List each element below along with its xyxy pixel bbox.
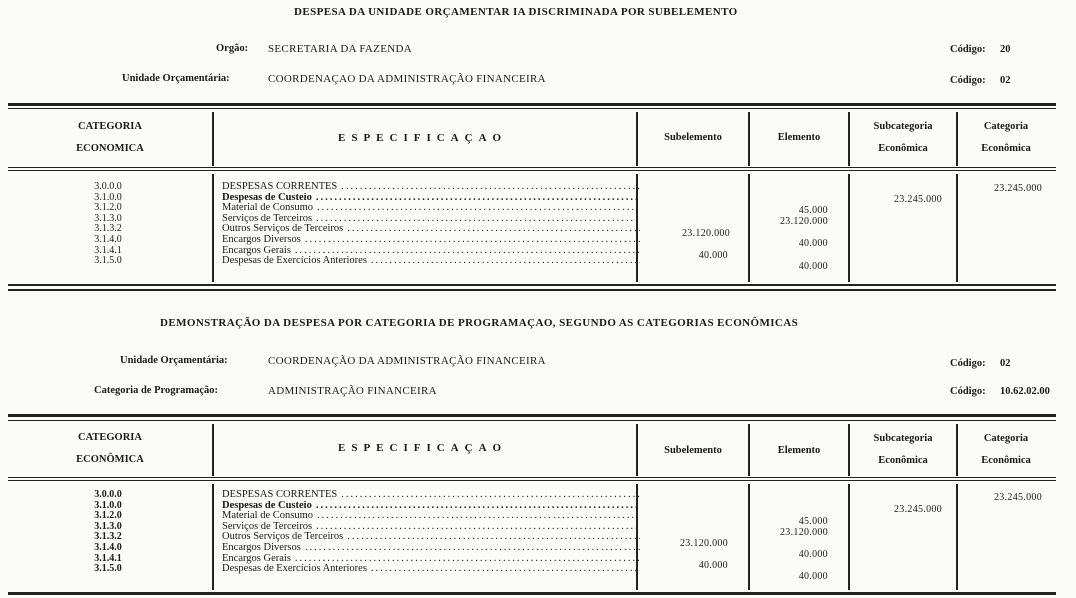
- leader-dots: [347, 532, 640, 543]
- t2-categoria-value: 23.245.000: [994, 492, 1042, 503]
- leader-dots: [316, 214, 640, 225]
- t1-col-categoria-line2: ECONOMICA: [76, 143, 144, 154]
- leader-dots: [316, 501, 640, 512]
- t1-row: [222, 235, 640, 246]
- t1-code: 3.1.4.0: [94, 233, 122, 245]
- t2-hdr-div3: [748, 424, 750, 476]
- t2-row: [222, 490, 640, 501]
- t1-code: 3.1.0.0: [94, 191, 122, 203]
- t2-row-label: DESPESAS CORRENTES: [222, 490, 338, 500]
- t2-subelemento-value: 23.120.000: [680, 538, 728, 549]
- t1-subcategoria-value: 23.245.000: [894, 194, 942, 205]
- t1-code: 3.1.5.0: [94, 255, 122, 267]
- leader-dots: [295, 246, 640, 257]
- t1-row: [222, 203, 640, 214]
- t2-row: [222, 501, 640, 512]
- t2-rows: [222, 490, 640, 575]
- t1-hdr-div2: [636, 112, 638, 166]
- table2-top-rule-thin: [8, 420, 1056, 421]
- t2-col-especificacao: ESPECIFICAÇAO: [338, 442, 508, 454]
- categoria-prog-code: 10.62.02.00: [1000, 386, 1050, 397]
- categoria-prog-code-label: Código:: [950, 386, 986, 397]
- t1-code: 3.1.4.1: [94, 244, 122, 256]
- unidade2-value: COORDENAÇÃO DA ADMINISTRAÇÃO FINANCEIRA: [268, 355, 546, 367]
- t2-row: [222, 564, 640, 575]
- unidade2-code: 02: [1000, 358, 1011, 369]
- t1-hdr-div3: [748, 112, 750, 166]
- table1-header-rule: [8, 167, 1056, 168]
- leader-dots: [341, 490, 640, 501]
- leader-dots: [371, 256, 640, 267]
- t2-body-div1: [212, 484, 214, 590]
- t2-hdr-div1: [212, 424, 214, 476]
- orgao-code-label: Código:: [950, 44, 986, 55]
- t1-elemento-value: 40.000: [798, 238, 828, 249]
- t1-col-subelemento: Subelemento: [664, 132, 722, 143]
- section1-title: DESPESA DA UNIDADE ORÇAMENTAR IA DISCRIMINADA POR SUBELEMENTO: [294, 6, 738, 18]
- table2-header-rule: [8, 477, 1056, 478]
- table1-top-rule: [8, 103, 1056, 106]
- table1-header-rule-2: [8, 170, 1056, 171]
- t1-row-label: Despesas de Custeio: [222, 192, 312, 203]
- t2-code: 3.1.2.0: [94, 510, 122, 522]
- t1-code: 3.1.3.2: [94, 223, 122, 235]
- t1-elemento-value: 40.000: [798, 261, 828, 272]
- t1-rows: [222, 182, 640, 267]
- leader-dots: [371, 564, 640, 575]
- t1-row-label: Encargos Gerais: [222, 245, 291, 256]
- t1-col-subcategoria-line2: Econômica: [878, 143, 928, 154]
- t1-hdr-div5: [956, 112, 958, 166]
- t2-row-label: Outros Serviços de Terceiros: [222, 532, 344, 543]
- t2-row-label: Serviços de Terceiros: [222, 521, 313, 532]
- leader-dots: [317, 203, 640, 214]
- t1-col-especificacao: ESPECIFICAÇAO: [338, 132, 508, 144]
- categoria-prog-label: Categoria de Programação:: [94, 385, 219, 396]
- t1-col-subcategoria-line1: Subcategoria: [873, 121, 933, 132]
- t1-row: [222, 246, 640, 257]
- t1-row-label: DESPESAS CORRENTES: [222, 182, 338, 192]
- t1-categoria-value: 23.245.000: [994, 183, 1042, 194]
- t2-row: [222, 554, 640, 565]
- t2-row-label: Encargos Gerais: [222, 553, 291, 564]
- t2-col-categoria-econ-line1: Categoria: [983, 433, 1029, 444]
- t1-row-label: Encargos Diversos: [222, 234, 301, 245]
- t2-row-label: Material de Consumo: [222, 511, 313, 522]
- t2-row-label: Despesas de Exercícios Anteriores: [222, 564, 367, 575]
- t2-elemento-value: 40.000: [798, 571, 828, 582]
- t2-codes: [48, 490, 168, 575]
- t2-hdr-div2: [636, 424, 638, 476]
- leader-dots: [305, 543, 640, 554]
- t2-col-categoria-econ-line2: Econômica: [981, 455, 1031, 466]
- unidade-code-label: Código:: [950, 75, 986, 86]
- orgao-value: SECRETARIA DA FAZENDA: [268, 43, 412, 55]
- leader-dots: [305, 235, 640, 246]
- t2-code: 3.1.5.0: [94, 563, 122, 575]
- t2-elemento-value: 23.120.000: [780, 527, 828, 538]
- t2-row-label: Despesas de Custeio: [222, 500, 312, 511]
- unidade-code: 02: [1000, 75, 1011, 86]
- unidade-value: COORDENAÇAO DA ADMINISTRAÇÃO FINANCEIRA: [268, 73, 546, 85]
- t2-col-categoria: [40, 427, 180, 471]
- t2-code: 3.1.0.0: [94, 499, 122, 511]
- categoria-prog-value: ADMINISTRAÇÃO FINANCEIRA: [268, 385, 437, 397]
- t2-col-subcategoria: [852, 428, 954, 472]
- leader-dots: [295, 554, 640, 565]
- t1-col-categoria-line1: CATEGORIA: [78, 121, 142, 132]
- t1-col-categoria-econ-line1: Categoria: [983, 121, 1029, 132]
- t1-code: 3.1.2.0: [94, 202, 122, 214]
- t1-row: [222, 193, 640, 204]
- orgao-label: Orgão:: [216, 43, 249, 54]
- t1-col-subcategoria: [852, 116, 954, 160]
- unidade2-code-label: Código:: [950, 358, 986, 369]
- t2-col-categoria-econ: [960, 428, 1052, 472]
- t1-col-elemento: Elemento: [777, 132, 821, 143]
- section2-title: DEMONSTRAÇÃO DA DESPESA POR CATEGORIA DE PROGRAMAÇAO, SEGUNDO AS CATEGORIAS ECONÔMICAS: [160, 317, 799, 329]
- t1-col-categoria: [40, 116, 180, 160]
- table1-bottom-rule-2: [8, 289, 1056, 291]
- table2-header-rule-2: [8, 480, 1056, 481]
- t2-body-div4: [848, 484, 850, 590]
- t2-hdr-div4: [848, 424, 850, 476]
- t1-subelemento-value: 23.120.000: [682, 228, 730, 239]
- t2-row-label: Encargos Diversos: [222, 542, 301, 553]
- t2-row: [222, 522, 640, 533]
- t1-col-categoria-econ-line2: Econômica: [981, 143, 1031, 154]
- t1-row: [222, 182, 640, 193]
- orgao-code: 20: [1000, 44, 1011, 55]
- table1-top-rule-thin: [8, 108, 1056, 109]
- t1-code: 3.0.0.0: [94, 181, 122, 192]
- t2-col-categoria-line2: ECONÔMICA: [76, 454, 144, 465]
- t2-code: 3.0.0.0: [94, 489, 122, 500]
- t2-col-categoria-line1: CATEGORIA: [78, 432, 142, 443]
- leader-dots: [341, 182, 640, 193]
- t2-code: 3.1.3.2: [94, 531, 122, 543]
- t1-row: [222, 214, 640, 225]
- t2-col-subcategoria-line2: Econômica: [878, 455, 928, 466]
- t2-subcategoria-value: 23.245.000: [894, 504, 942, 515]
- t1-row-label: Despesas de Exercícios Anteriores: [222, 256, 367, 267]
- t1-col-categoria-econ: [960, 116, 1052, 160]
- t2-code: 3.1.4.1: [94, 552, 122, 564]
- t2-col-elemento: Elemento: [777, 445, 821, 456]
- t1-body-div1: [212, 174, 214, 282]
- t2-row: [222, 511, 640, 522]
- t1-codes: [48, 182, 168, 267]
- table1-bottom-rule: [8, 284, 1056, 286]
- t2-code: 3.1.3.0: [94, 520, 122, 532]
- leader-dots: [316, 522, 640, 533]
- t1-elemento-value: 23.120.000: [780, 216, 828, 227]
- t1-row-label: Serviços de Terceiros: [222, 213, 313, 224]
- t1-row: [222, 256, 640, 267]
- t2-row: [222, 532, 640, 543]
- t1-hdr-div4: [848, 112, 850, 166]
- t2-subelemento-value: 40.000: [698, 560, 728, 571]
- t1-row-label: Material de Consumo: [222, 203, 313, 214]
- t2-elemento-value: 45.000: [798, 516, 828, 527]
- unidade2-label: Unidade Orçamentária:: [120, 355, 228, 366]
- t2-elemento-value: 40.000: [798, 549, 828, 560]
- t2-code: 3.1.4.0: [94, 541, 122, 553]
- t2-col-subelemento: Subelemento: [664, 445, 722, 456]
- t1-body-div4: [848, 174, 850, 282]
- table2-bottom-rule: [8, 592, 1056, 595]
- table2-top-rule: [8, 414, 1056, 417]
- t2-row: [222, 543, 640, 554]
- leader-dots: [347, 224, 640, 235]
- leader-dots: [317, 511, 640, 522]
- leader-dots: [316, 193, 640, 204]
- t2-col-subcategoria-line1: Subcategoria: [873, 433, 933, 444]
- t1-hdr-div1: [212, 112, 214, 166]
- t1-code: 3.1.3.0: [94, 212, 122, 224]
- t1-row-label: Outros Serviços de Terceiros: [222, 224, 344, 235]
- t1-subelemento-value: 40.000: [698, 250, 728, 261]
- t1-row: [222, 224, 640, 235]
- t1-elemento-value: 45.000: [798, 205, 828, 216]
- t2-hdr-div5: [956, 424, 958, 476]
- unidade-label: Unidade Orçamentária:: [122, 73, 230, 84]
